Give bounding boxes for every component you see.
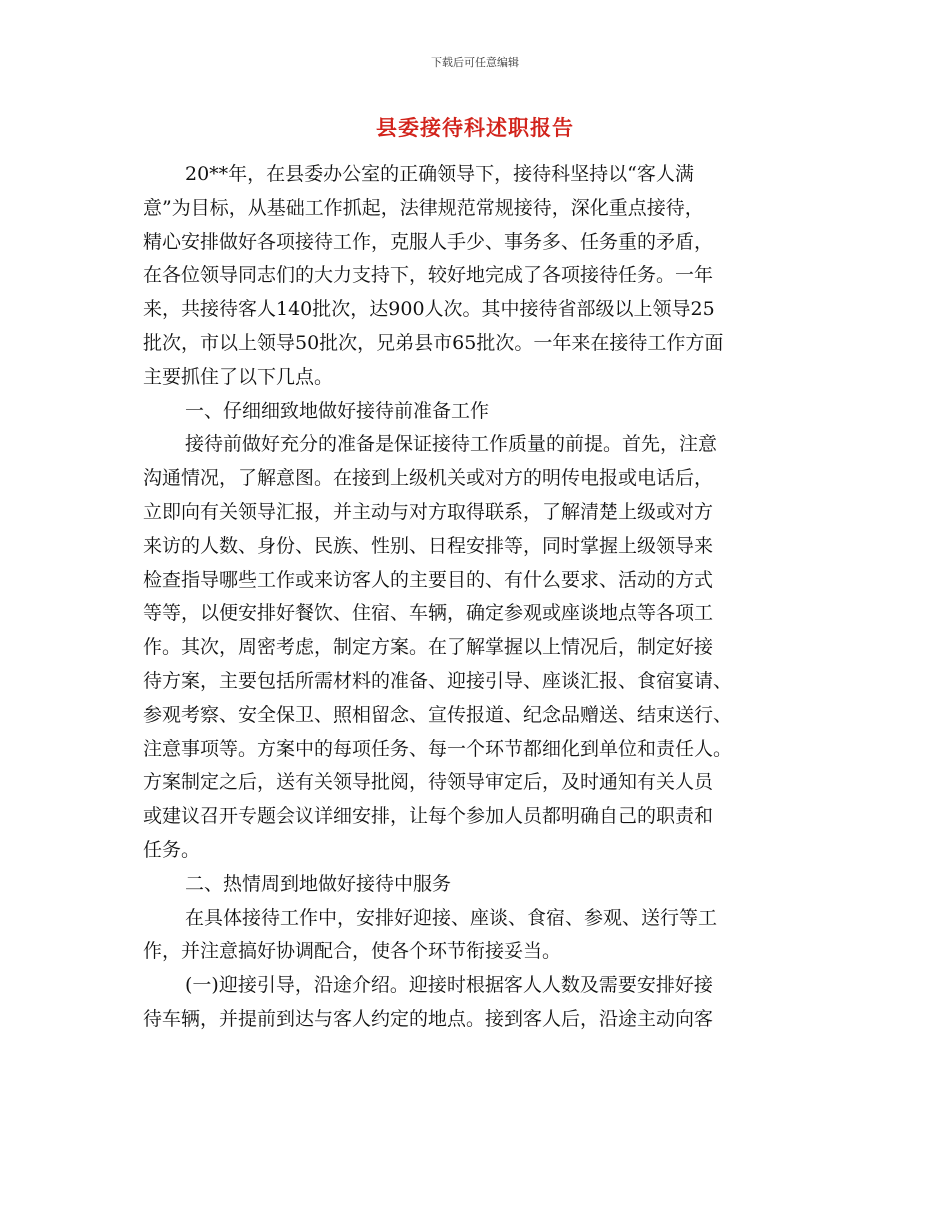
text-line: 20**年，在县委办公室的正确领导下，接待科坚持以“客人满 — [185, 163, 694, 185]
text-line: 二、热情周到地做好接待中服务 — [185, 872, 452, 895]
text-line: 来访的人数、身份、民族、性别、日程安排等，同时掌握上级领导来 — [143, 534, 714, 557]
text-line: 方案制定之后，送有关领导批阅，待领导审定后，及时通知有关人员 — [143, 771, 714, 794]
text-line: 待车辆，并提前到达与客人约定的地点。接到客人后，沿途主动向客 — [143, 1007, 714, 1030]
text-line: 在各位领导同志们的大力支持下，较好地完成了各项接待任务。一年 — [143, 264, 714, 287]
document-title: 县委接待科述职报告 — [376, 116, 574, 140]
text-line: 立即向有关领导汇报，并主动与对方取得联系，了解清楚上级或对方 — [143, 500, 714, 523]
document-body — [143, 158, 813, 1037]
text-line: 待方案，主要包括所需材料的准备、迎接引导、座谈汇报、食宿宴请、 — [143, 669, 733, 692]
text-line: 作，并注意搞好协调配合，使各个环节衔接妥当。 — [143, 940, 562, 963]
text-line: 沟通情况，了解意图。在接到上级机关或对方的明传电报或电话后， — [143, 467, 714, 490]
header-note: 下载后可任意编辑 — [431, 56, 519, 69]
text-line: 作。其次，周密考虑，制定方案。在了解掌握以上情况后，制定好接 — [143, 636, 714, 659]
text-line: 主要抓住了以下几点。 — [143, 365, 334, 388]
text-line: (一)迎接引导，沿途介绍。迎接时根据客人人数及需要安排好接 — [185, 974, 713, 997]
text-line: 等等，以便安排好餐饮、住宿、车辆，确定参观或座谈地点等各项工 — [143, 602, 714, 625]
text-line: 批次，市以上领导50批次，兄弟县市65批次。一年来在接待工作方面 — [143, 331, 724, 354]
text-line: 注意事项等。方案中的每项任务、每一个环节都细化到单位和责任人。 — [143, 737, 733, 760]
text-line: 检查指导哪些工作或来访客人的主要目的、有什么要求、活动的方式 — [143, 568, 714, 591]
text-line: 意”为目标，从基础工作抓起，法律规范常规接待，深化重点接待， — [143, 196, 704, 219]
text-line: 一、仔细细致地做好接待前准备工作 — [185, 399, 490, 422]
text-line: 参观考察、安全保卫、照相留念、宣传报道、纪念品赠送、结束送行、 — [143, 703, 733, 726]
text-line: 精心安排做好各项接待工作，克服人手少、事务多、任务重的矛盾， — [143, 230, 714, 253]
text-line: 或建议召开专题会议详细安排，让每个参加人员都明确自己的职责和 — [143, 805, 714, 828]
text-line: 来，共接待客人140批次，达900人次。其中接待省部级以上领导25 — [143, 298, 715, 321]
text-line: 接待前做好充分的准备是保证接待工作质量的前提。首先，注意 — [185, 433, 718, 456]
text-line: 任务。 — [143, 838, 201, 861]
text-line: 在具体接待工作中，安排好迎接、座谈、食宿、参观、送行等工 — [185, 906, 718, 929]
